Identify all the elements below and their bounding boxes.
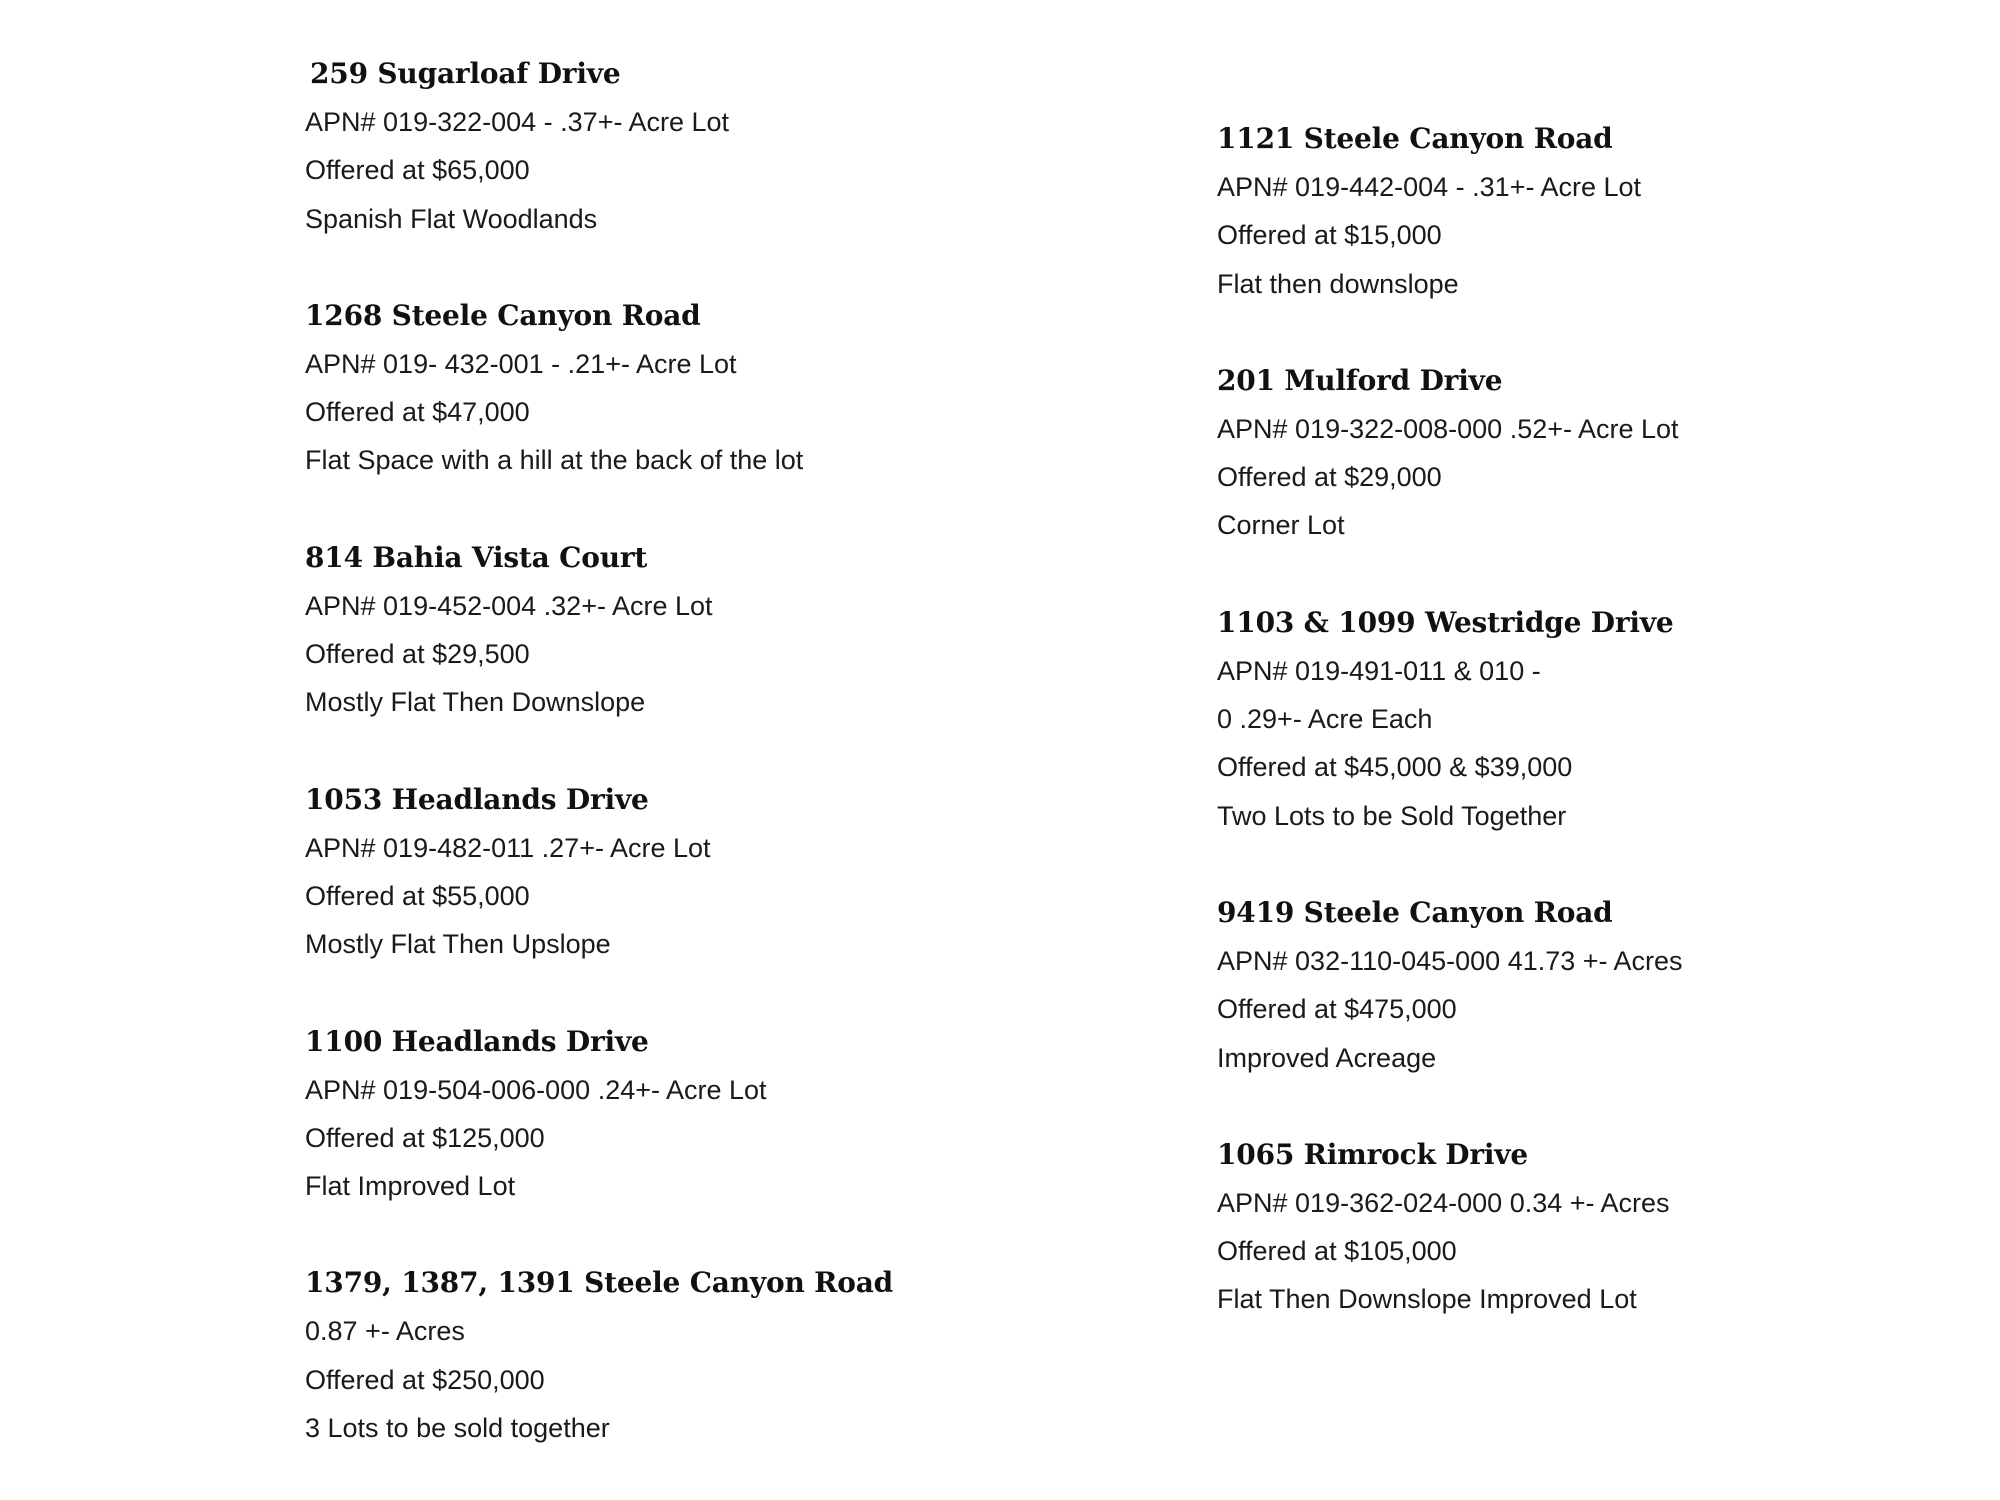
listing-address: 259 Sugarloaf Drive: [310, 57, 621, 90]
listing-apn: APN# 019-491-011 & 010 -: [1217, 655, 1541, 686]
listing-apn: APN# 019-482-011 .27+- Acre Lot: [305, 832, 711, 863]
listing: [1217, 357, 1683, 550]
listing-price: Offered at $15,000: [1217, 220, 1442, 251]
listing-apn: APN# 019-362-024-000 0.34 +- Acres: [1217, 1187, 1670, 1218]
listing-description: Improved Acreage: [1217, 1042, 1437, 1073]
listing-price: Offered at $65,000: [305, 155, 530, 186]
listing-price: Offered at $105,000: [1217, 1236, 1457, 1267]
listing: [1217, 599, 1683, 840]
listing-description: Two Lots to be Sold Together: [1217, 800, 1567, 831]
listing-price: Offered at $55,000: [305, 880, 530, 911]
listing: [1217, 115, 1683, 308]
listing: [305, 1018, 893, 1211]
listing-apn: APN# 032-110-045-000 41.73 +- Acres: [1217, 945, 1683, 976]
listing-acreage: 0.87 +- Acres: [305, 1316, 465, 1347]
listing-price: Offered at $125,000: [305, 1122, 545, 1153]
listing-price: Offered at $45,000 & $39,000: [1217, 752, 1573, 783]
listing-address: 1103 & 1099 Westridge Drive: [1217, 605, 1674, 639]
listing-apn: APN# 019-442-004 - .31+- Acre Lot: [1217, 172, 1642, 202]
right-listings-column: [1217, 115, 1683, 1324]
listing-address: 201 Mulford Drive: [1217, 363, 1503, 397]
left-listings-column: [305, 50, 893, 1452]
listing: [305, 1259, 893, 1452]
listing-apn: APN# 019-504-006-000 .24+- Acre Lot: [305, 1074, 767, 1105]
listing-price: Offered at $29,500: [305, 639, 530, 670]
listing-address: 814 Bahia Vista Court: [305, 540, 648, 574]
listing-description: Mostly Flat Then Upslope: [305, 929, 611, 960]
listing-description: Corner Lot: [1217, 510, 1345, 541]
listing-address: 1100 Headlands Drive: [305, 1024, 649, 1058]
listing-address: 1268 Steele Canyon Road: [305, 298, 701, 332]
listing-address: 1053 Headlands Drive: [305, 782, 649, 816]
listing-price: Offered at $29,000: [1217, 462, 1442, 493]
listing-description: Flat Space with a hill at the back of the lot: [305, 445, 804, 476]
listing-address: 1121 Steele Canyon Road: [1217, 122, 1613, 155]
listing-description: Mostly Flat Then Downslope: [305, 687, 646, 718]
listing-description: Spanish Flat Woodlands: [305, 203, 598, 234]
listing: [305, 776, 893, 969]
listing: [305, 50, 893, 243]
listing-address: 9419 Steele Canyon Road: [1217, 895, 1613, 929]
listing-apn: APN# 019-322-004 - .37+- Acre Lot: [305, 107, 730, 137]
listing-description: Flat Improved Lot: [305, 1171, 516, 1202]
listing-address: 1065 Rimrock Drive: [1217, 1137, 1528, 1171]
listing-apn: APN# 019-452-004 .32+- Acre Lot: [305, 590, 713, 621]
listing: [1217, 889, 1683, 1082]
listing-acreage: 0 .29+- Acre Each: [1217, 704, 1433, 735]
listing: [1217, 1131, 1683, 1324]
listing-price: Offered at $250,000: [305, 1364, 545, 1395]
listing-description: Flat Then Downslope Improved Lot: [1217, 1284, 1637, 1315]
listing-address: 1379, 1387, 1391 Steele Canyon Road: [305, 1266, 894, 1300]
listing-apn: APN# 019-322-008-000 .52+- Acre Lot: [1217, 413, 1679, 444]
listing: [305, 534, 893, 727]
listing-description: 3 Lots to be sold together: [305, 1413, 610, 1444]
listing: [305, 292, 893, 485]
listing-price: Offered at $47,000: [305, 397, 530, 428]
listing-apn: APN# 019- 432-001 - .21+- Acre Lot: [305, 348, 737, 379]
listing-description: Flat then downslope: [1217, 268, 1459, 299]
listing-price: Offered at $475,000: [1217, 994, 1457, 1025]
